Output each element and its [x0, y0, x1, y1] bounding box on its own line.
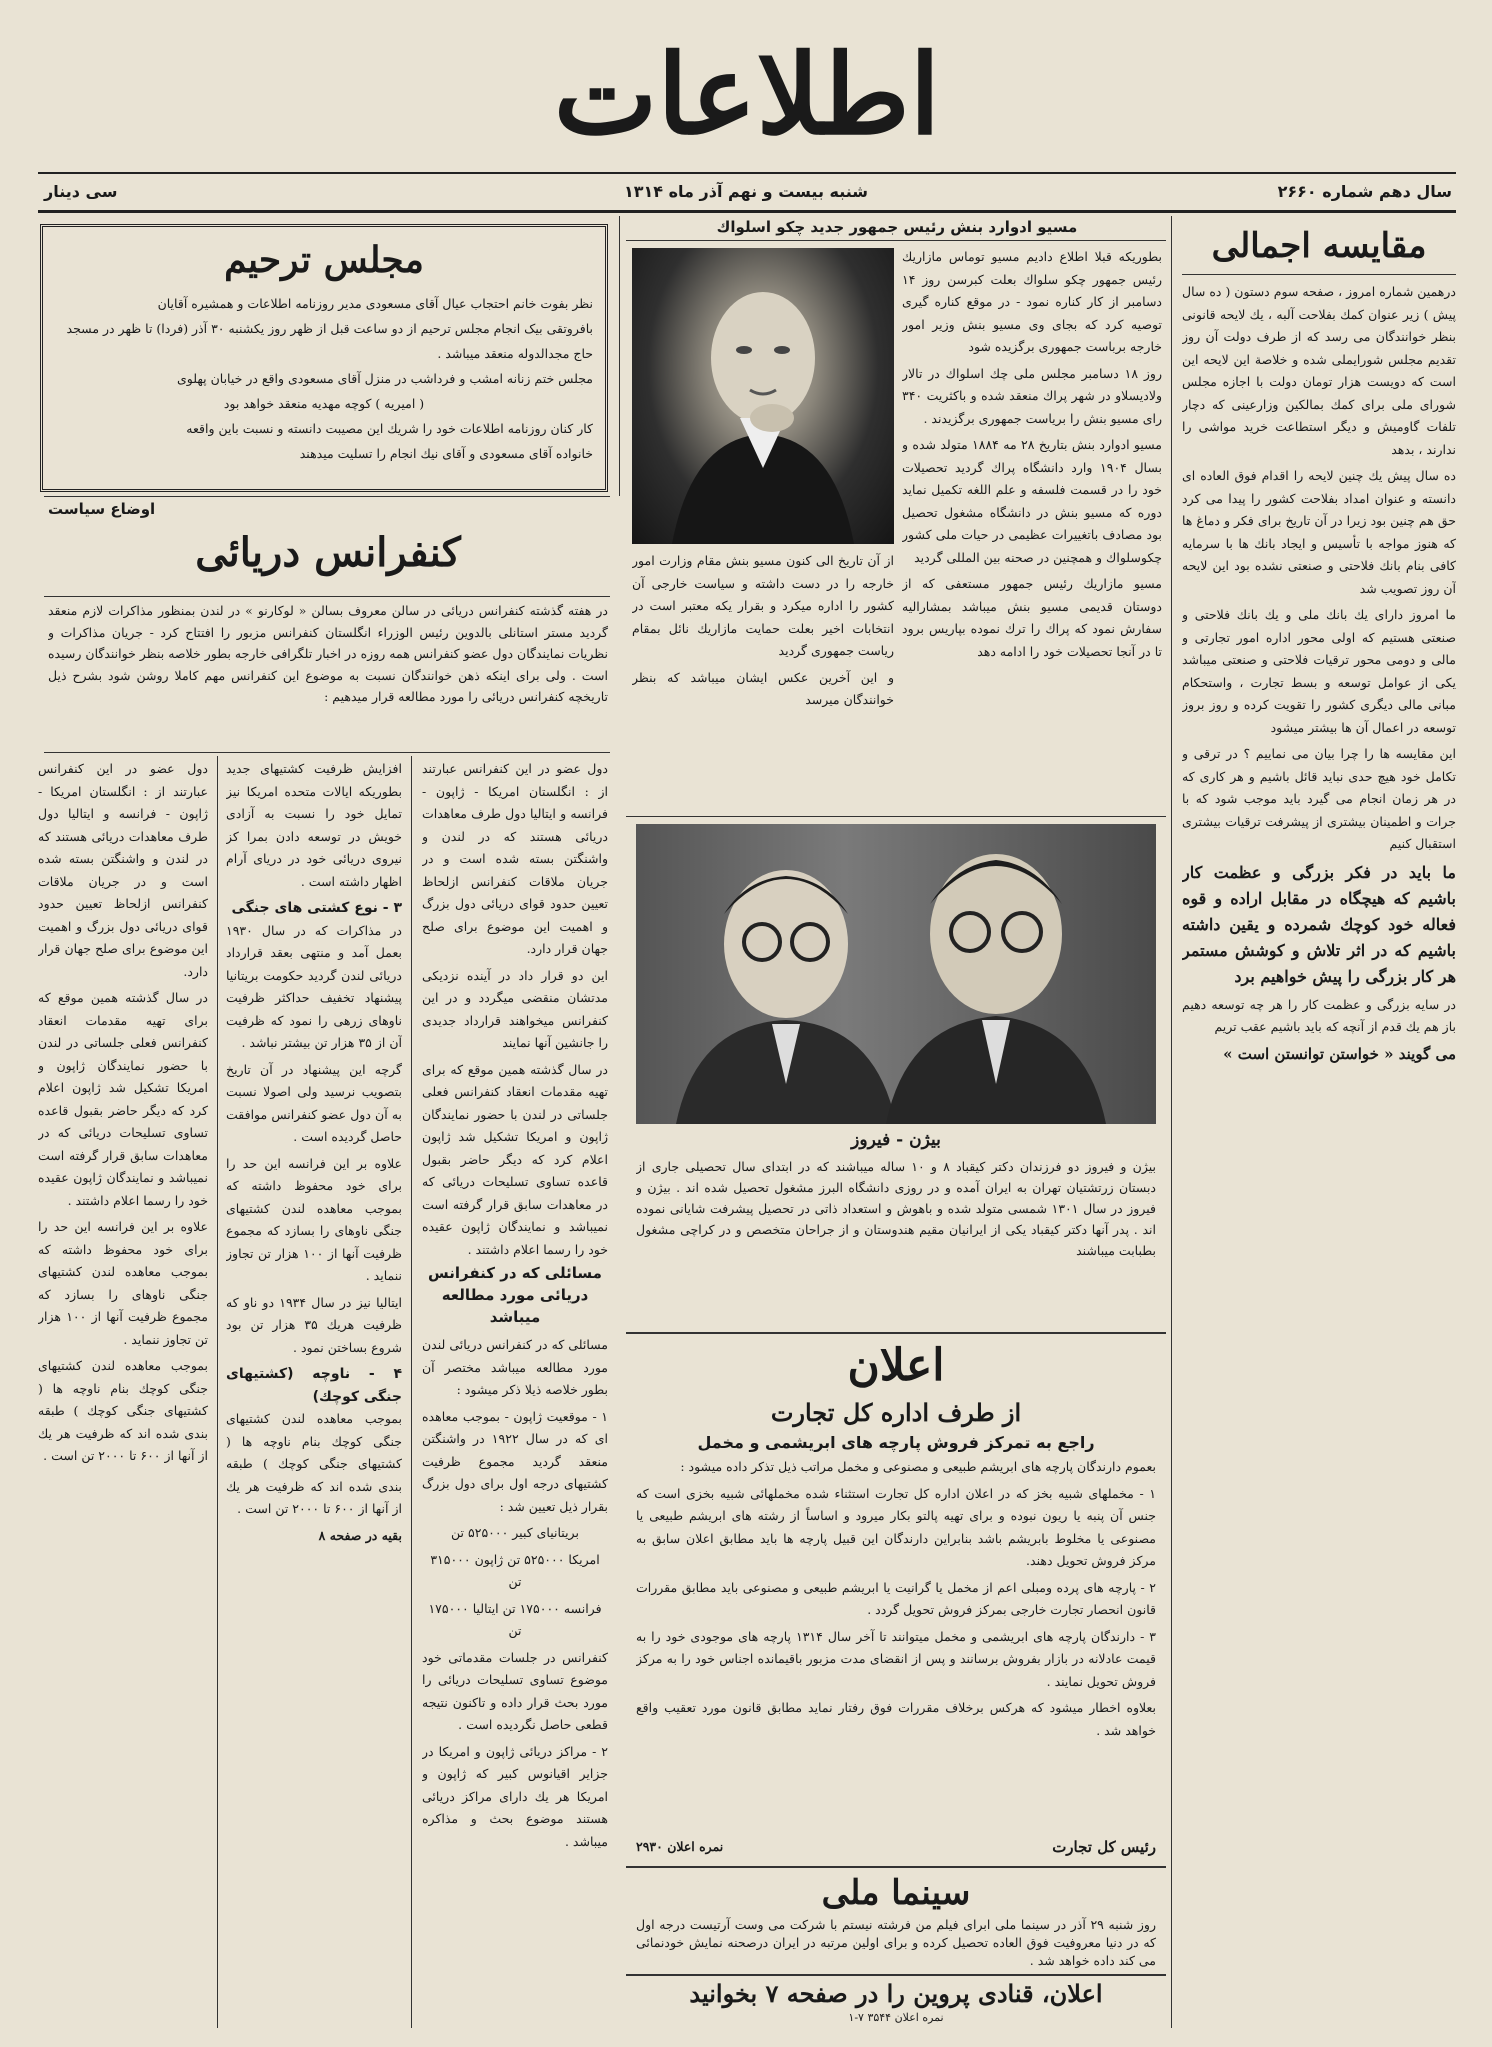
conference-title: کنفرانس دریائی: [195, 529, 461, 576]
newspaper-page: [38, 20, 1456, 2030]
conference-kicker: اوضاع سیاست: [48, 500, 156, 518]
notice-paragraph: بعموم دارندگان پارچه های ابریشم طبیعی و مصنوعی و مخمل مراتب ذیل تذکر داده میشود :: [680, 1459, 1156, 1474]
conference-paragraph: دول عضو در این کنفرانس عبارتند از : انگلستان امریکا - ژاپون - فرانسه و ایتالیا دول طرف معاهدات دریائی هستند که در لندن و واشنگتن بسته شده است و در جریان ملاقات کنفرانس ازلحاظ تعیین حدود قوای دریائی دول بزرگ و اهمیت این موضوع برای صلح جهان قرار دارد.: [422, 761, 608, 956]
notice-paragraph: ۳ - دارندگان پارچه های ابریشمی و مخمل میتوانند تا آخر سال ۱۳۱۴ پارچه های موجودی خود را به قیمت عادلانه در بازار بفروش برسانند و پس از انقضای مدت مزبور باقیمانده اجناس خود را به مرکز فروش تحویل نمایند .: [636, 1628, 1156, 1689]
mourning-title: مجلس ترحیم: [224, 239, 424, 281]
tonnage-row: بریتانیای کبیر ۵۲۵۰۰۰ تن: [451, 1525, 579, 1540]
comparison-article: [1182, 218, 1456, 2030]
conference-column-d: [38, 758, 208, 2028]
comparison-paragraph: ده سال پیش یك چنین لایحه را اقدام فوق العاده ای دانسته و عنوان امداد بفلاحت کشور را پیدا می کرد حق هم چنین بود زیرا در آن تاریخ برای فکر و دماغ ها که هنوز مواجه با تأسیس و ایجاد بانك ها با سرمایه کافی بنام بانك فلاحتی و صنعتی نشده بود این لایحه آن روز تصویب شد: [1182, 468, 1456, 596]
comparison-paragraph: این مقایسه ها را چرا بیان می نماییم ؟ در ترقی و تکامل خود هیچ حدی نباید قائل باشیم و هر کاری که در هر زمان انجام می گیرد باید موجب شود که با جرات و اطمینان بیشتری از پیشرفت ترقیات بیشتری استقبال کنیم: [1182, 746, 1456, 851]
conference-paragraph: گرچه این پیشنهاد در آن تاریخ بتصویب نرسید ولی اصولا نسبت به آن دول عضو کنفرانس موافقت حاصل گردیده است .: [226, 1061, 402, 1144]
conference-paragraph: دول عضو در این کنفرانس عبارتند از : انگلستان امریکا - ژاپون - فرانسه و ایتالیا دول طرف معاهدات دریائی هستند که در لندن و واشنگتن بسته شده است و در جریان ملاقات کنفرانس ازلحاظ تعیین حدود قوای دریائی دول بزرگ و اهمیت این موضوع برای صلح جهان قرار دارد.: [38, 761, 208, 979]
masthead: [38, 20, 1456, 170]
two-boys-figure-icon: [636, 824, 1156, 1124]
continued-note: بقیه در صفحه ۸: [318, 1527, 402, 1543]
conference-paragraph: این دو قرار داد در آینده نزدیکی مدتشان منقضی میگردد و در این کنفرانس میخواهند قرارداد جدیدی را جانشین آنها نمایند: [422, 967, 608, 1050]
issue-price: سی دینار: [44, 182, 118, 201]
benes-paragraph: از آن تاریخ الی کنون مسیو بنش مقام وزارت امور خارجه را در دست داشته و سیاست خارجی آن کشور را اداره میکرد و بقرار یکه معتبر است در انتخابات اخیر بعلت حمایت مازاریك نائل بمقام ریاست جمهوری گردید: [632, 553, 894, 658]
footer-ref-line: [636, 2010, 1156, 2026]
tonnage-row: فرانسه ۱۷۵۰۰۰ تن ایتالیا ۱۷۵۰۰۰ تن: [428, 1600, 602, 1638]
comparison-title: مقایسه اجمالی: [1182, 218, 1456, 275]
cinema-title: سینما ملی: [821, 1873, 971, 1913]
comparison-quote: می گویند « خواستن توانستن است »: [1223, 1044, 1456, 1063]
conference-paragraph: مسائلی که در کنفرانس دریائی لندن مورد مطالعه میباشد مختصر آن بطور خلاصه ذیلا ذکر میشود :: [422, 1337, 608, 1397]
cinema-ref: [867, 1971, 943, 1972]
mourning-notice: [40, 224, 608, 492]
mourning-line: خانواده آقای مسعودی و آقای نیك انجام را تسلیت میدهند: [299, 446, 593, 461]
conference-subhead: ۳ - نوع کشتی های جنگی: [231, 900, 402, 916]
trade-notice: [636, 1336, 1156, 1836]
footer-ad: [636, 1978, 1156, 2030]
mourning-line: حاج مجدالدوله منعقد میباشد .: [437, 346, 593, 361]
benes-portrait-photo: [632, 248, 894, 544]
conference-header: [48, 498, 608, 594]
cinema-ref-line: [636, 1970, 1156, 1972]
conference-paragraph: بموجب معاهده لندن کشتیهای جنگی کوچك بنام ناوچه ها ( کشتیهای جنگی کوچك ) طبقه بندی شده اند که ظرفیت هر یك از آنها از ۶۰۰ تا ۲۰۰۰ تن است .: [226, 1411, 402, 1516]
cinema-pages: [848, 1971, 864, 1972]
comparison-paragraph: ما امروز دارای یك بانك ملی و یك بانك فلاحتی و صنعتی هستیم که اولی محور اداره امور تجارتی و مالی و دومی محور ترقیات فلاحتی و صنعتی میباشد یکی از عوامل توسعه و بسط تجارت ، واستحکام مبانی مالی دیگری کشور را تقویت کرده و روز بروز توسعه در اعمال آن ها بیشتر میشود: [1182, 607, 1456, 735]
mourning-body: [55, 293, 593, 483]
mourning-line: بافروتقی بیک انجام مجلس ترحیم از دو ساعت قبل از ظهر روز یکشنبه ۳۰ آذر (فردا) تا ظهر در مسجد: [66, 321, 593, 336]
mourning-line: ( امیریه ) کوچه مهدیه منعقد خواهد بود: [223, 396, 425, 411]
conference-paragraph: بموجب معاهده لندن کشتیهای جنگی کوچك بنام ناوچه ها ( کشتیهای جنگی کوچك ) طبقه بندی شده اند که ظرفیت هر یك از آنها از ۶۰۰ تا ۲۰۰۰ تن است .: [38, 1358, 208, 1463]
conference-paragraph: در سال گذشته همین موقع که برای تهیه مقدمات انعقاد کنفرانس فعلی جلساتی در لندن با حضور نمایندگان ژاپون و امریکا تشکیل شد ژاپون اعلام کرد که دیگر حاضر بقبول قاعده تساوی تسلیحات دریائی که در معاهدات سابق قرار گرفته است نمیباشد و نمایندگان ژاپون عقیده خود را رسما اعلام داشتند .: [38, 990, 208, 1208]
masthead-title: اطلاعات: [553, 30, 941, 159]
notice-paragraph: ۲ - پارچه های پرده ومبلی اعم از مخمل یا گرانیت یا ابریشم طبیعی و مصنوعی باید مطابق مقررات قانون انحصار تجارت خارجی بمرکز فروش تحویل گردد .: [636, 1579, 1156, 1617]
conference-paragraph: علاوه بر این فرانسه این حد را برای خود محفوظ داشته که بموجب معاهده لندن کشتیهای جنگی ناوهای را بسازد که مجموع ظرفیت آنها از ۱۰۰ هزار تن تجاوز ننماید .: [226, 1155, 402, 1283]
boys-text: بیژن و فیروز دو فرزندان دکتر کیقباد ۸ و ۱۰ ساله میباشند که در ابتدای سال تحصیلی جاری از دبستان زرتشتیان تهران به ایران آمده و در روزی دانشگاه البرز مشغول تحصیل شده اند . بیژن و فیروز در سال ۱۳۰۱ شمسی متولد شده و باهوش و استعداد ذاتی در تحصیل پیشرفت شایانی نموده اند . پدر آنها دکتر کیقباد یکی از ایرانیان مقیم هندوستان و از جراحان متخصص و در کراچی مشغول بطبابت میباشند: [636, 1159, 1156, 1258]
benes-paragraph: بطوریکه قبلا اطلاع دادیم مسیو توماس مازاریك رئیس جمهور چکو سلواك بعلت کبرسن روز ۱۴ دسامبر از کار کناره نمود - در موقع کناره گیری توصیه کرد که بجای وی مسیو بنش وزیر امور خارجه برباست جمهوری برگزیده شود: [902, 249, 1162, 354]
conference-mid-head: مسائلی که در کنفرانس دریائی مورد مطالعه میباشد: [428, 1264, 602, 1326]
mourning-line: نظر بفوت خانم احتجاب عیال آقای مسعودی مدیر روزنامه اطلاعات و همشیره آقایان: [157, 296, 593, 311]
mourning-line: کار کنان روزنامه اطلاعات خود را شریك این مصیبت دانسته و نسبت باین واقعه: [186, 421, 593, 436]
cinema-ad: [636, 1870, 1156, 1972]
conference-subhead: ۴ - ناوچه (کشتیهای جنگی کوچك): [226, 1366, 402, 1405]
conference-column-b: [422, 1262, 608, 2028]
benes-paragraph: روز ۱۸ دسامبر مجلس ملی چك اسلواك در تالار ولادیسلاو در شهر پراك منعقد شده و باکثریت ۳۴۰ رای مسیو بنش را بریاست جمهوری برگزیدند .: [902, 365, 1162, 426]
benes-paragraph: مسیو مازاریك رئیس جمهور مستعفی که از دوستان قدیمی مسیو بنش میباشد بمشارالیه سفارش نمود که پراك را ترك نموده بپاریس برود تا در آنجا تحصیلات خود را ادامه دهد: [902, 576, 1162, 659]
conference-paragraph: کنفرانس در جلسات مقدماتی خود موضوع تساوی تسلیحات دریائی را مورد بحث قرار داده و تاکنون نتیجه قطعی حاصل نگردیده است .: [422, 1649, 608, 1732]
conference-paragraph: ۱ - موقعیت ژاپون - بموجب معاهده ای که در سال ۱۹۲۲ در واشنگتن منعقد گردید مجموع ظرفیت کشتیهای درجه اول برای دول بزرگ بقرار ذیل تعیین شد :: [422, 1408, 608, 1514]
benes-title: مسیو ادوارد بنش رئیس جمهور جدید چکو اسلواك: [716, 218, 1078, 236]
notice-title: اعلان: [847, 1340, 945, 1391]
conference-paragraph: ۲ - مراکز دریائی ژاپون و امریکا در جزایر اقیانوس کبیر که ژاپون و امریکا هر یك دارای مراکز دریائی هستند موضوع بحث و مذاکره میباشد .: [422, 1743, 608, 1849]
notice-subtitle: از طرف اداره کل تجارت: [770, 1398, 1022, 1427]
issue-date: شنبه بیست و نهم آذر ماه ۱۳۱۴: [623, 182, 869, 201]
dateline: [38, 176, 1456, 206]
benes-paragraph: مسیو ادوارد بنش بتاریخ ۲۸ مه ۱۸۸۴ متولد شده و بسال ۱۹۰۴ وارد دانشگاه پراك گردید تحصیلات خود را در قسمت فلسفه و علم اللغه تکمیل نماید دوره که مسیو بنش در دانشگاه مشغول تحصیل بود مصادف باتغییرات عظیمی در حیات ملی کشور چکوسلواك و همچنین در صحنه بین المللی گردید: [902, 437, 1162, 565]
notice-head: راجع به تمرکز فروش پارچه های ابریشمی و مخمل: [697, 1433, 1095, 1452]
tonnage-row: امریکا ۵۲۵۰۰۰ تن ژاپون ۳۱۵۰۰۰ تن: [430, 1551, 600, 1589]
portrait-figure-icon: [632, 248, 894, 544]
footer-pages: ۷-۱: [848, 2011, 864, 2024]
comparison-paragraph: در سایه بزرگی و عظمت کار را هر چه توسعه دهیم باز هم یك قدم از آنچه که باید باشیم عقب تریم: [1182, 996, 1456, 1034]
benes-paragraph: و این آخرین عکس ایشان میباشد که بنظر خوانندگان میرسد: [632, 669, 894, 707]
notice-paragraph: ۱ - مخملهای شبیه بخز که در اعلان اداره کل تجارت استثناء شده مخملهائی شبیه بخزی است که جنس آن پنبه یا ریون نبوده و برای تهیه پالتو بکار میرود و اساساً از رشته های ابریشم طبیعی یا مصنوعی یا مخلوط بابریشم باشد بنابراین دارندگان این قبیل پارچه ها باید مطابق اعلان سابق به مرکز فروش تحویل دهند.: [636, 1485, 1156, 1568]
issue-number: سال دهم شماره ۲۶۶۰: [1277, 182, 1452, 201]
benes-article-cont: [632, 550, 894, 812]
mourning-line: مجلس ختم زنانه امشب و فرداشب در منزل آقای مسعودی واقع در خیابان پهلوی: [176, 371, 593, 386]
conference-paragraph: علاوه بر این فرانسه این حد را برای خود محفوظ داشته که بموجب معاهده لندن کشتیهای جنگی ناوهای را بسازد که مجموع ظرفیت آنها از ۱۰۰ هزار تن تجاوز ننماید .: [38, 1219, 208, 1347]
conference-lead: در هفته گذشته کنفرانس دریائی در سالن معروف بسالن « لوکارنو » در لندن بمنظور مذاکرات لازم منعقد گردید مستر استانلی بالدوین رئیس الوزراء انگلستان کنفرانس مزبور را افتتاح کرد - جریان مذاکرات و نظریات نمایندگان دول عضو کنفرانس همه روزه در اخبار تلگرافی خارجه بطور خلاصه بنظر خوانندگان رسیده است . ولی برای اینکه ذهن خوانندگان نسبت به موضوع این کنفرانس مهم کاملا روشن شود بشرح ذیل تاریخچه کنفرانس دریائی را مورد مطالعه قرار میدهیم :: [48, 603, 608, 704]
boys-photo: [636, 824, 1156, 1124]
cinema-text: روز شنبه ۲۹ آذر در سینما ملی ابرای فیلم من فرشته نیستم با شرکت می وست آرتیست درجه اول که در دنیا معروفیت فوق العاده تحصیل کرده و برای اولین مرتبه در ایران درصحنه نمایش خودنمائی می کند داده خواهد شد .: [636, 1917, 1156, 1968]
conference-paragraph: افزایش ظرفیت کشتیهای جدید بطوریکه ایالات متحده امریکا نیز تمایل خود را نسبت به آزادی خویش در توسعه دادن بمرا کز نیروی دریائی خود در دریای آرام اظهار داشته است .: [226, 761, 402, 889]
footer-ref: نمره اعلان ۳۵۴۴: [867, 2011, 944, 2024]
conference-column-c: [226, 758, 402, 2028]
conference-paragraph: در سال گذشته همین موقع که برای تهیه مقدمات انعقاد کنفرانس فعلی جلساتی در لندن با حضور نمایندگان ژاپون و امریکا تشکیل شد ژاپون اعلام کرد که دیگر حاضر بقبول قاعده تساوی تسلیحات دریائی که در معاهدات سابق قرار گرفته است نمیباشد و نمایندگان ژاپون عقیده خود را رسما اعلام داشتند .: [422, 1061, 608, 1257]
benes-title-wrap: [632, 218, 1162, 236]
comparison-paragraph: درهمین شماره امروز ، صفحه سوم دستون ( ده سال پیش ) زیر عنوان کمك بفلاحت آلبه ، یك لایحه قانونی بنظر خوانندگان می رسد که از طرف دولت آن روز تقدیم مجلس شورایملی شده و خلاصة این لایحه این است که دویست هزار تومان دولت با اجازه مجلس شورای ملی برای کمك بمالکین وزارعینی که دچار تلفات گاومیش و دیگر استطاعت خرید مواشی را ندارند ، بدهد: [1182, 284, 1456, 457]
conference-column-a: [422, 758, 608, 1258]
notice-footer: [636, 1836, 1156, 1860]
conference-paragraph: ایتالیا نیز در سال ۱۹۳۴ دو ناو که ظرفیت هریك ۳۵ هزار تن بود شروع بساختن نمود .: [226, 1294, 402, 1355]
footer-ad-text: اعلان، قنادی پروین را در صفحه ۷ بخوانید: [689, 1979, 1103, 2008]
notice-paragraph: بعلاوه اخطار میشود که هرکس برخلاف مقررات فوق رفتار نماید مطابق قانون مورد تعقیب واقع خواهد شد .: [636, 1700, 1156, 1738]
boys-caption: بیژن - فیروز: [851, 1130, 941, 1150]
notice-signature: رئیس کل تجارت: [1052, 1838, 1156, 1856]
comparison-emphasis: ما باید در فکر بزرگی و عظمت کار باشیم که هیچگاه در مقابل اراده و قوه فعاله خود کوچك شمرده و یقین داشته باشیم که در اثر تلاش و کوشش مستمر هر کار بزرگی را پیش خواهیم برد: [1182, 862, 1456, 986]
notice-ref: نمره اعلان ۲۹۳۰: [636, 1839, 724, 1854]
conference-paragraph: در مذاکرات که در سال ۱۹۳۰ بعمل آمد و منتهی بعقد قرارداد دریائی لندن گردید حکومت بریتانیا پیشنهاد تخفیف حداکثر ظرفیت ناوهای زرهی را نمود که ظرفیت آن از ۳۵ هزار تن بیشتر نباشد .: [226, 922, 402, 1050]
